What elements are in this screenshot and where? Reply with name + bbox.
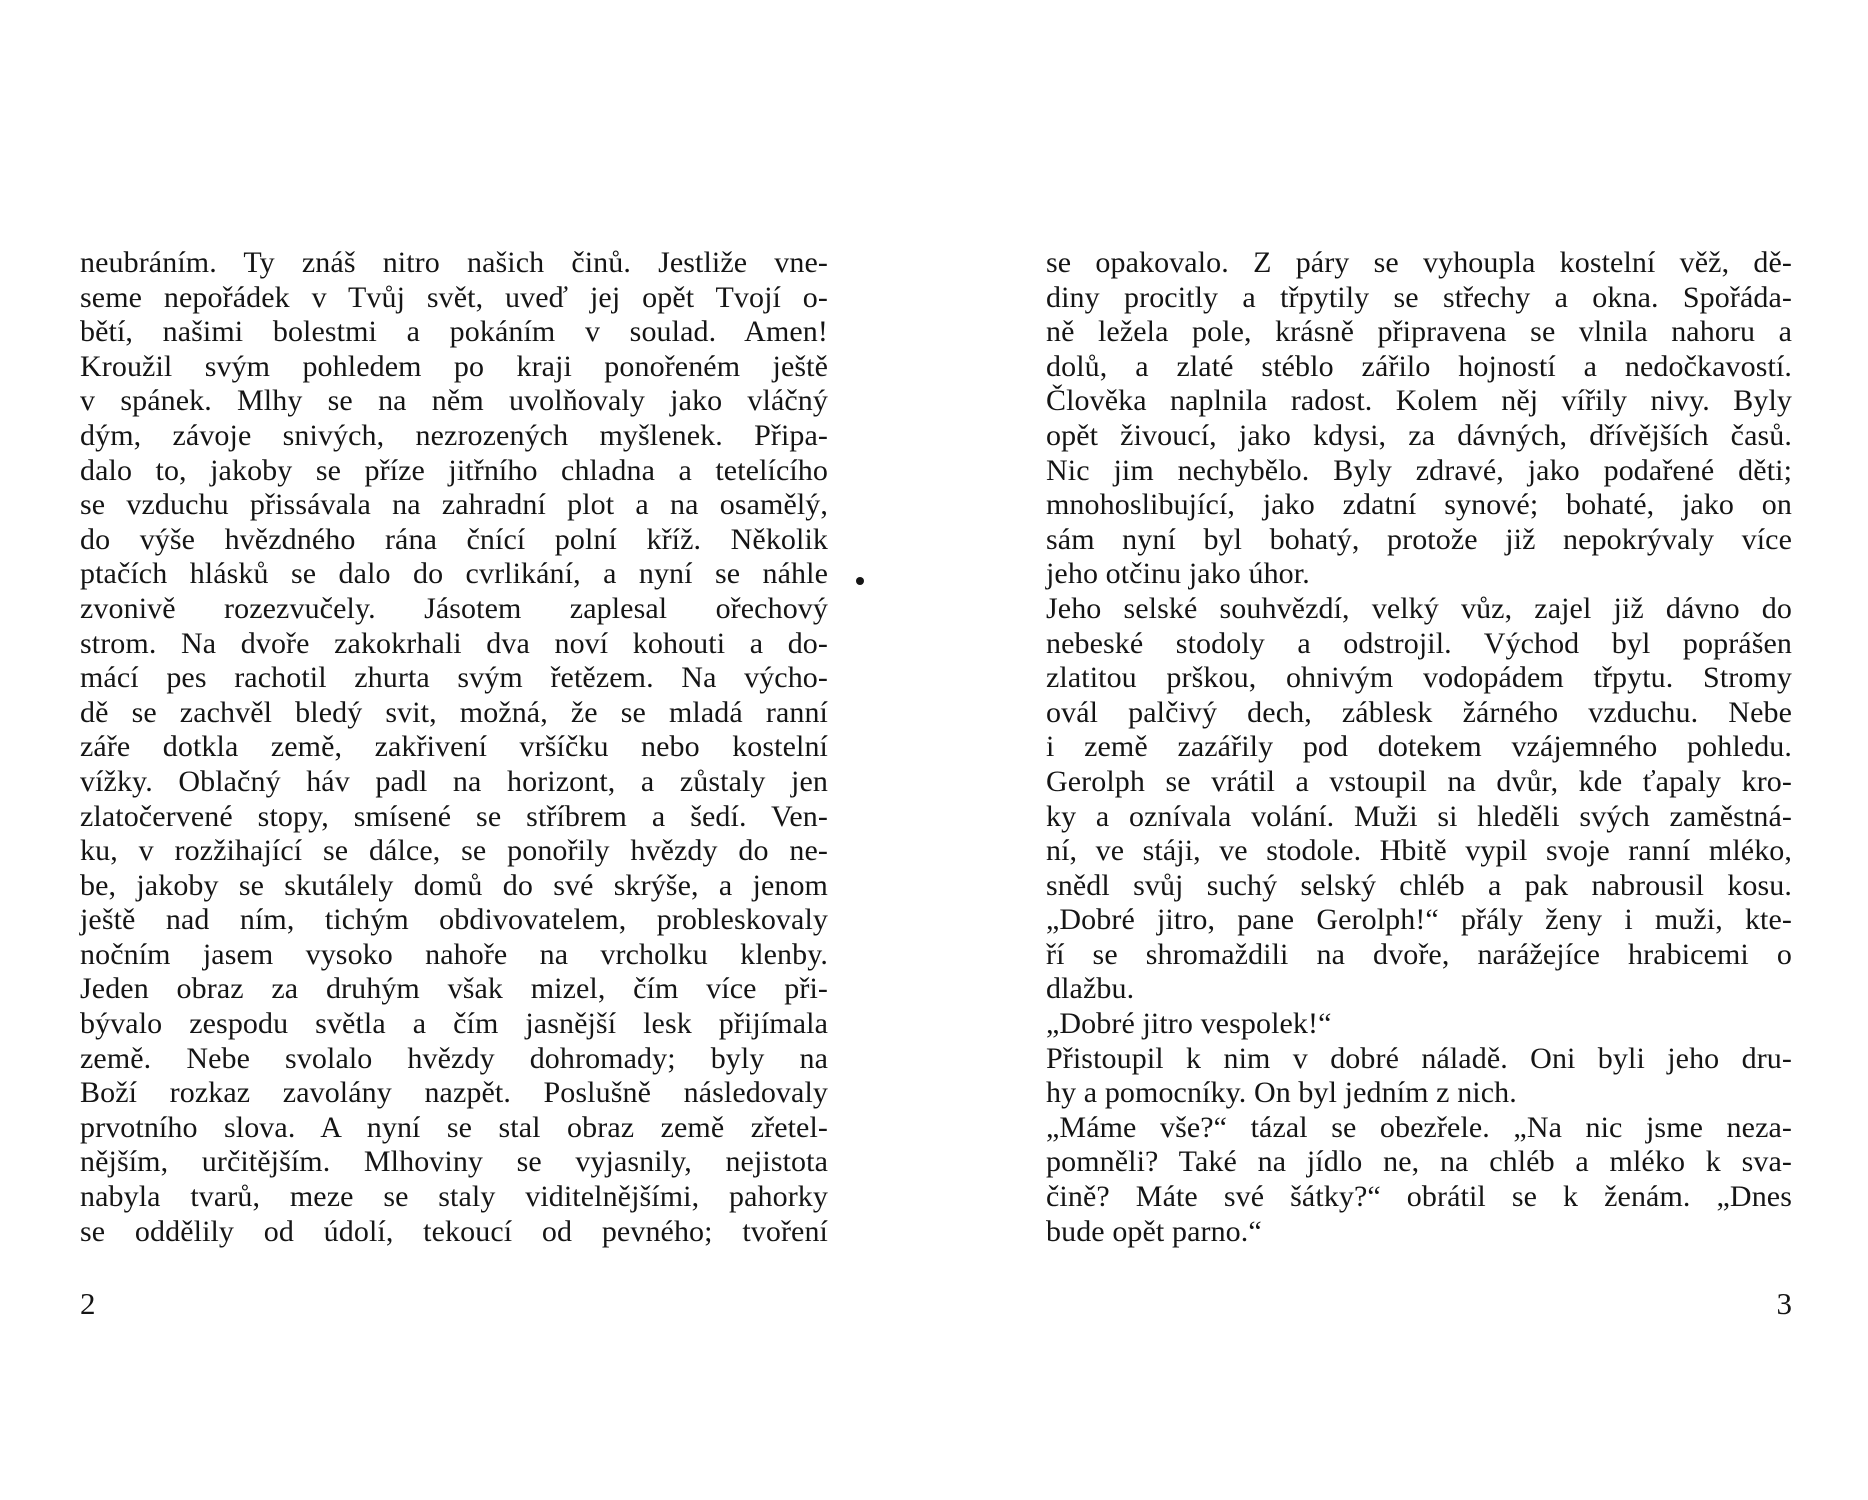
- text-line: Gerolph se vrátil a vstoupil na dvůr, kde ťapaly kro-: [1046, 764, 1792, 798]
- text-line: ří se shromaždili na dvoře, narážejíce hrabicemi o: [1046, 937, 1792, 971]
- text-line: dalo to, jakoby se příze jitřního chladna a tetelícího: [80, 453, 828, 487]
- text-line: nebeské stodoly a odstrojil. Východ byl poprášen: [1046, 626, 1792, 660]
- text-line: zvonivě rozezvučely. Jásotem zaplesal ořechový: [80, 591, 828, 625]
- text-line: nabyla tvarů, meze se staly viditelnějšími, pahorky: [80, 1180, 828, 1214]
- text-line: ně ležela pole, krásně připravena se vlnila nahoru a: [1046, 315, 1792, 349]
- text-line: be, jakoby se skutálely domů do své skrýše, a jenom: [80, 868, 828, 902]
- text-line: bude opět parno.“: [1046, 1214, 1262, 1248]
- text-line: Nic jim nechybělo. Byly zdravé, jako podařené děti;: [1046, 453, 1792, 487]
- text-line: Jeho selské souhvězdí, velký vůz, zajel již dávno do: [1046, 591, 1792, 625]
- text-line: Kroužil svým pohledem po kraji ponořeném ještě: [80, 349, 828, 383]
- right-page-text: [1046, 246, 1792, 1249]
- text-line: seme nepořádek v Tvůj svět, uveď jej opět Tvojí o-: [80, 280, 828, 314]
- text-line: zlatitou prškou, ohnivým vodopádem třpytu. Stromy: [1046, 661, 1792, 695]
- text-line: „Máme vše?“ tázal se obezřele. „Na nic jsme neza-: [1046, 1110, 1792, 1144]
- left-page-number: 2: [80, 1286, 96, 1321]
- text-line: dolů, a zlaté stéblo zářilo hojností a nedočkavostí.: [1046, 349, 1792, 383]
- text-line: se opakovalo. Z páry se vyhoupla kostelní věž, dě-: [1046, 246, 1792, 279]
- text-line: opět živoucí, jako kdysi, za dávných, dřívějších časů.: [1046, 418, 1792, 452]
- text-line: sám nyní byl bohatý, protože již nepokrývaly více: [1046, 522, 1792, 556]
- text-line: ní, ve stáji, ve stodole. Hbitě vypil svoje ranní mléko,: [1046, 834, 1792, 868]
- text-line: nočním jasem vysoko nahoře na vrcholku klenby.: [80, 937, 828, 971]
- text-line: bývalo zespodu světla a čím jasnější lesk přijímala: [80, 1007, 828, 1041]
- text-line: Jeden obraz za druhým však mizel, čím více při-: [80, 972, 828, 1006]
- text-line: bětí, našimi bolestmi a pokáním v soulad. Amen!: [80, 315, 828, 349]
- right-page-number: 3: [1776, 1286, 1792, 1321]
- text-line: Přistoupil k nim v dobré náladě. Oni byli jeho dru-: [1046, 1041, 1792, 1075]
- text-line: ještě nad ním, tichým obdivovatelem, probleskovaly: [80, 903, 828, 937]
- text-line: se oddělily od údolí, tekoucí od pevného; tvoření: [80, 1214, 828, 1248]
- text-line: ptačích hlásků se dalo do cvrlikání, a nyní se náhle: [80, 557, 828, 591]
- text-line: nějším, určitějším. Mlhoviny se vyjasnily, nejistota: [80, 1145, 828, 1179]
- text-line: dým, závoje snivých, nezrozených myšlenek. Připa-: [80, 418, 828, 452]
- text-line: „Dobré jitro vespolek!“: [1046, 1007, 1332, 1041]
- text-line: dě se zachvěl bledý svit, možná, že se mladá ranní: [80, 695, 828, 729]
- text-line: snědl svůj suchý selský chléb a pak nabrousil kosu.: [1046, 868, 1792, 902]
- text-line: ovál palčivý dech, záblesk žárného vzduchu. Nebe: [1046, 695, 1792, 729]
- text-line: diny procitly a třpytily se střechy a okna. Spořáda-: [1046, 280, 1792, 314]
- right-page: [934, 0, 1868, 1500]
- text-line: se vzduchu přissávala na zahradní plot a na osamělý,: [80, 488, 828, 522]
- text-line: dlažbu.: [1046, 972, 1135, 1006]
- text-line: mácí pes rachotil zhurta svým řetězem. Na výcho-: [80, 661, 828, 695]
- left-page-text: [80, 246, 828, 1249]
- text-line: neubráním. Ty znáš nitro našich činů. Jestliže vne-: [80, 246, 828, 279]
- text-line: vížky. Oblačný háv padl na horizont, a zůstaly jen: [80, 764, 828, 798]
- text-line: čině? Máte své šátky?“ obrátil se k ženám. „Dnes: [1046, 1180, 1792, 1214]
- text-line: i země zazářily pod dotekem vzájemného pohledu.: [1046, 730, 1792, 764]
- text-line: strom. Na dvoře zakokrhali dva noví kohouti a do-: [80, 626, 828, 660]
- text-line: Boží rozkaz zavolány nazpět. Poslušně následovaly: [80, 1076, 828, 1110]
- text-line: v spánek. Mlhy se na něm uvolňovaly jako vláčný: [80, 384, 828, 418]
- text-line: Člověka naplnila radost. Kolem něj vířily nivy. Byly: [1046, 384, 1792, 418]
- text-line: záře dotkla země, zakřivení vršíčku nebo kostelní: [80, 730, 828, 764]
- text-line: mnohoslibující, jako zdatní synové; bohaté, jako on: [1046, 488, 1792, 522]
- text-line: pomněli? Také na jídlo ne, na chléb a mléko k sva-: [1046, 1145, 1792, 1179]
- text-line: hy a pomocníky. On byl jedním z nich.: [1046, 1076, 1517, 1110]
- text-line: prvotního slova. A nyní se stal obraz země zřetel-: [80, 1110, 828, 1144]
- text-line: země. Nebe svolalo hvězdy dohromady; byly na: [80, 1041, 828, 1075]
- text-line: zlatočervené stopy, smísené se stříbrem a šedí. Ven-: [80, 799, 828, 833]
- text-line: „Dobré jitro, pane Gerolph!“ přály ženy i muži, kte-: [1046, 903, 1792, 937]
- text-line: ku, v rozžihající se dálce, se ponořily hvězdy do ne-: [80, 834, 828, 868]
- text-line: ky a oznívala volání. Muži si hleděli svých zaměstná-: [1046, 799, 1792, 833]
- text-line: jeho otčinu jako úhor.: [1046, 557, 1310, 591]
- gutter-dot-mark: [856, 577, 864, 585]
- text-line: do výše hvězdného rána čnící polní kříž. Několik: [80, 522, 828, 556]
